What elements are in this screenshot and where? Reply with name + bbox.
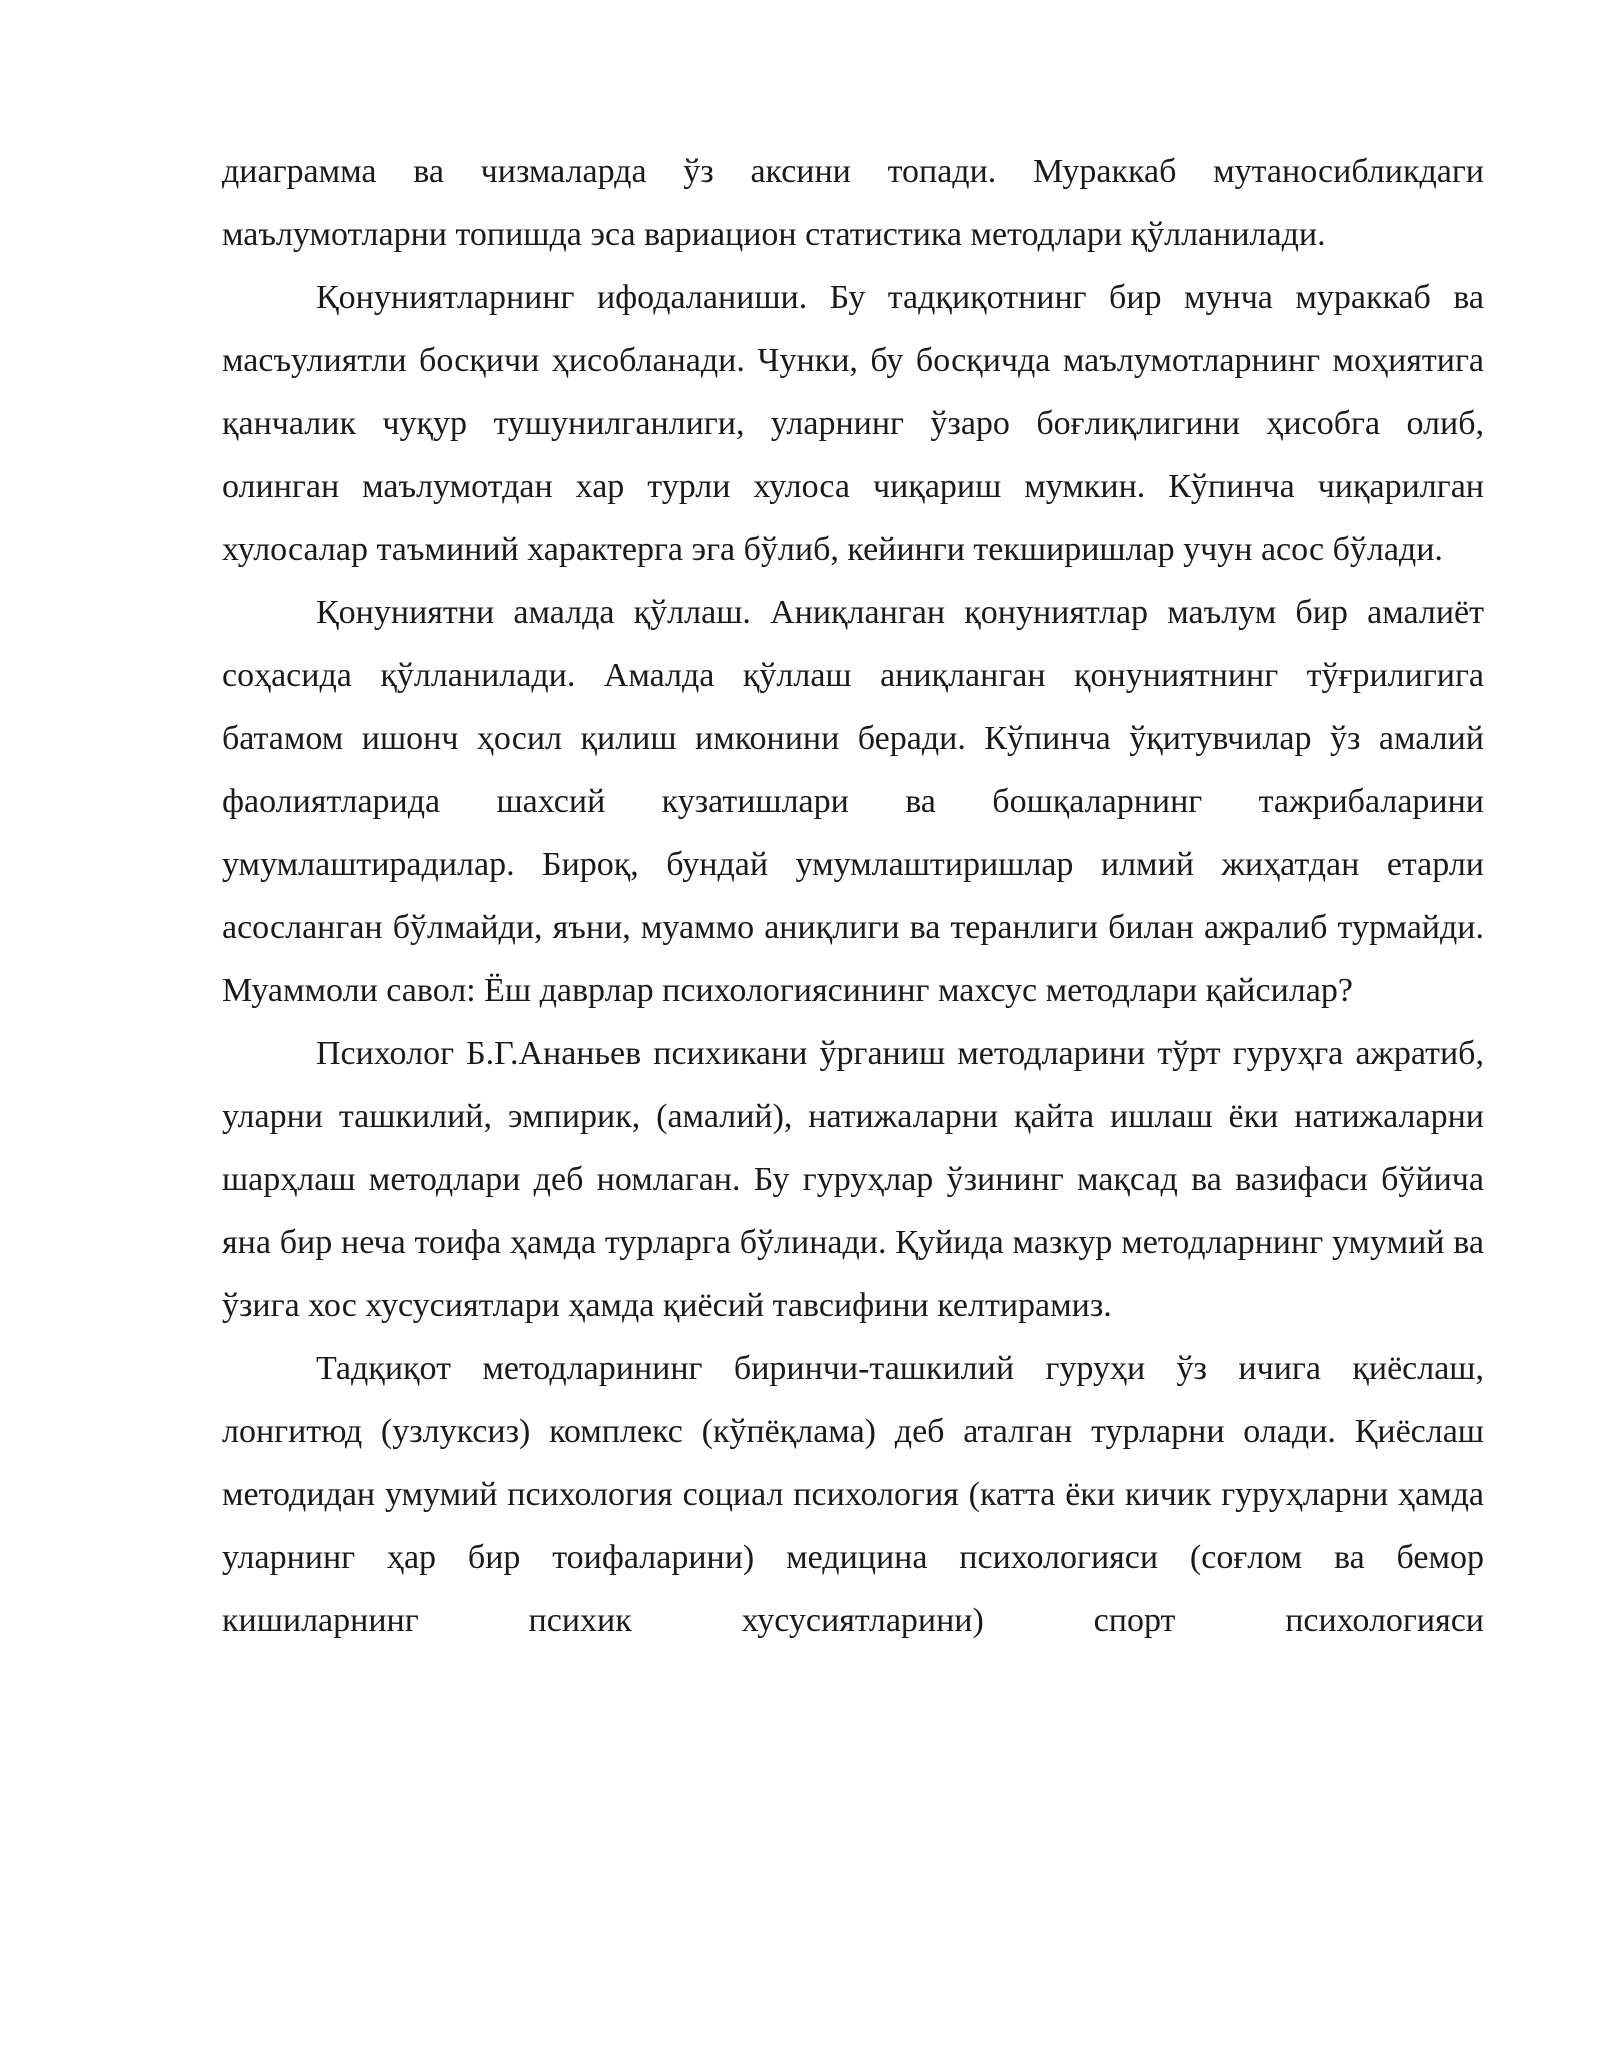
- paragraph-4: Психолог Б.Г.Ананьев психикани ўрганиш методларини тўрт гуруҳга ажратиб, уларни ташкилий, эмпирик, (амалий), натижаларни қайта ишлаш ёки натижаларни шарҳлаш методлари деб номлаган. Бу гуруҳлар ўзининг мақсад ва вазифаси бўйича яна бир неча тоифа ҳамда турларга бўлинади. Қуйида мазкур методларнинг умумий ва ўзига хос хусусиятлари ҳамда қиёсий тавсифини келтирамиз.: [222, 1035, 1484, 1324]
- body-text: [222, 140, 1484, 1652]
- paragraph-3: Қонуниятни амалда қўллаш. Аниқланган қонуниятлар маълум бир амалиёт соҳасида қўлланилади. Амалда қўллаш аниқланган қонуниятнинг тўғрилигига батамом ишонч ҳосил қилиш имконини беради. Кўпинча ўқитувчилар ўз амалий фаолиятларида шахсий кузатишлари ва бошқаларнинг тажрибаларини умумлаштирадилар. Бироқ, бундай умумлаштиришлар илмий жиҳатдан етарли асосланган бўлмайди, яъни, муаммо аниқлиги ва теранлиги билан ажралиб турмайди. Муаммоли савол: Ёш даврлар психологиясининг махсус методлари қайсилар?: [222, 594, 1484, 1009]
- paragraph-2: Қонуниятларнинг ифодаланиши. Бу тадқиқотнинг бир мунча мураккаб ва масъулиятли босқичи ҳисобланади. Чунки, бу босқичда маълумотларнинг моҳиятига қанчалик чуқур тушунилганлиги, уларнинг ўзаро боғлиқлигини ҳисобга олиб, олинган маълумотдан хар турли хулоса чиқариш мумкин. Кўпинча чиқарилган хулосалар таъминий характерга эга бўлиб, кейинги текширишлар учун асос бўлади.: [222, 279, 1484, 568]
- paragraph-5: Тадқиқот методларининг биринчи-ташкилий гуруҳи ўз ичига қиёслаш, лонгитюд (узлуксиз) комплекс (кўпёқлама) деб аталган турларни олади. Қиёслаш методидан умумий психология социал психология (катта ёки кичик гуруҳларни ҳамда уларнинг ҳар бир тоифаларини) медицина психологияси (соғлом ва бемор кишиларнинг психик хусусиятларини) спорт психологияси: [222, 1350, 1484, 1639]
- paragraph-1: диаграмма ва чизмаларда ўз аксини топади. Мураккаб мутаносибликдаги маълумотларни топишда эса вариацион статистика методлари қўлланилади.: [222, 153, 1484, 253]
